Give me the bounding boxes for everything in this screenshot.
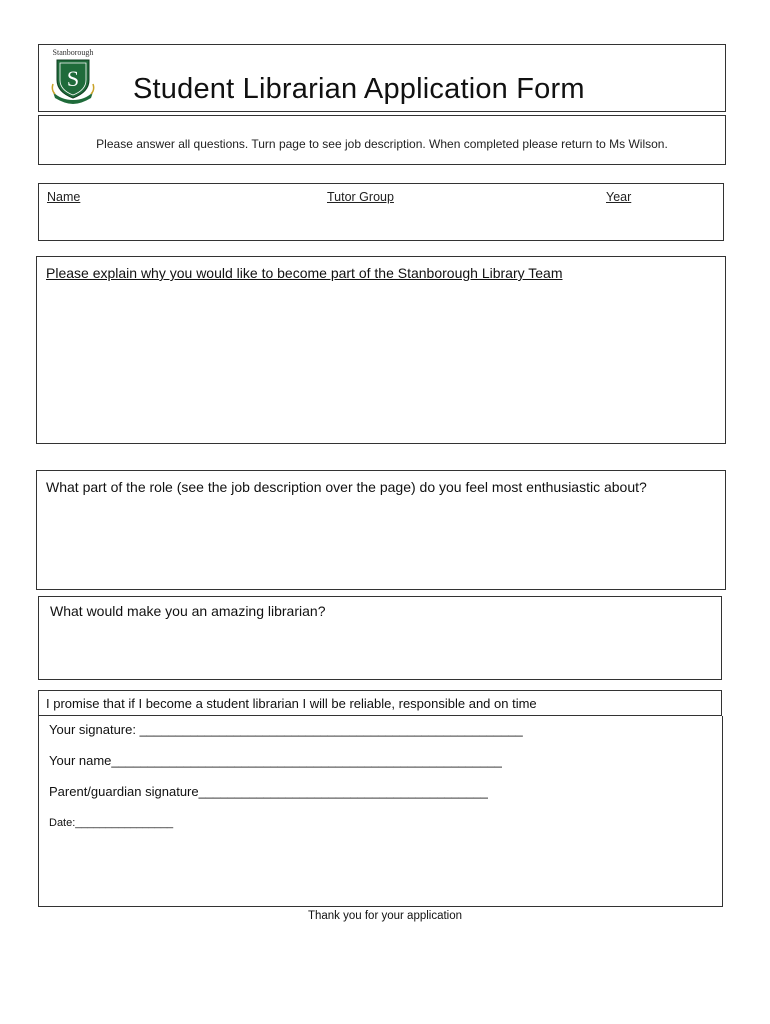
question-3-text: What would make you an amazing librarian? — [50, 603, 326, 619]
thank-you-footer: Thank you for your application — [307, 910, 463, 922]
question-2-text: What part of the role (see the job description over the page) do you feel most enthusiastic about? — [46, 479, 647, 495]
question-1-text: Please explain why you would like to become part of the Stanborough Library Team — [46, 265, 563, 281]
parent-signature-field[interactable]: Parent/guardian signature________________________________________ — [49, 784, 488, 799]
signature-box[interactable] — [38, 716, 723, 907]
page-title: Student Librarian Application Form — [133, 73, 585, 105]
your-name-field[interactable]: Your name______________________________________________________ — [49, 753, 502, 768]
question-3-answer-box[interactable] — [38, 596, 722, 680]
question-1-answer-box[interactable] — [36, 256, 726, 444]
school-name-logo-text: Stanborough — [52, 48, 94, 57]
promise-statement-box — [38, 690, 722, 716]
school-crest-logo — [51, 48, 95, 104]
date-field[interactable]: Date:________________ — [49, 817, 174, 829]
student-details-box[interactable] — [38, 183, 724, 241]
instructions-box — [38, 115, 726, 165]
name-field-label: Name — [47, 190, 81, 204]
year-field-label: Year — [606, 190, 632, 204]
instructions-text: Please answer all questions. Turn page to see job description. When completed please return to Ms Wilson. — [96, 137, 668, 151]
promise-text: I promise that if I become a student librarian I will be reliable, responsible and on time — [46, 696, 537, 711]
crest-letter: S — [66, 66, 80, 91]
form-header — [38, 44, 726, 112]
tutor-group-field-label: Tutor Group — [327, 190, 394, 204]
question-2-answer-box[interactable] — [36, 470, 726, 590]
your-signature-field[interactable]: Your signature: _____________________________________________________ — [49, 722, 523, 737]
